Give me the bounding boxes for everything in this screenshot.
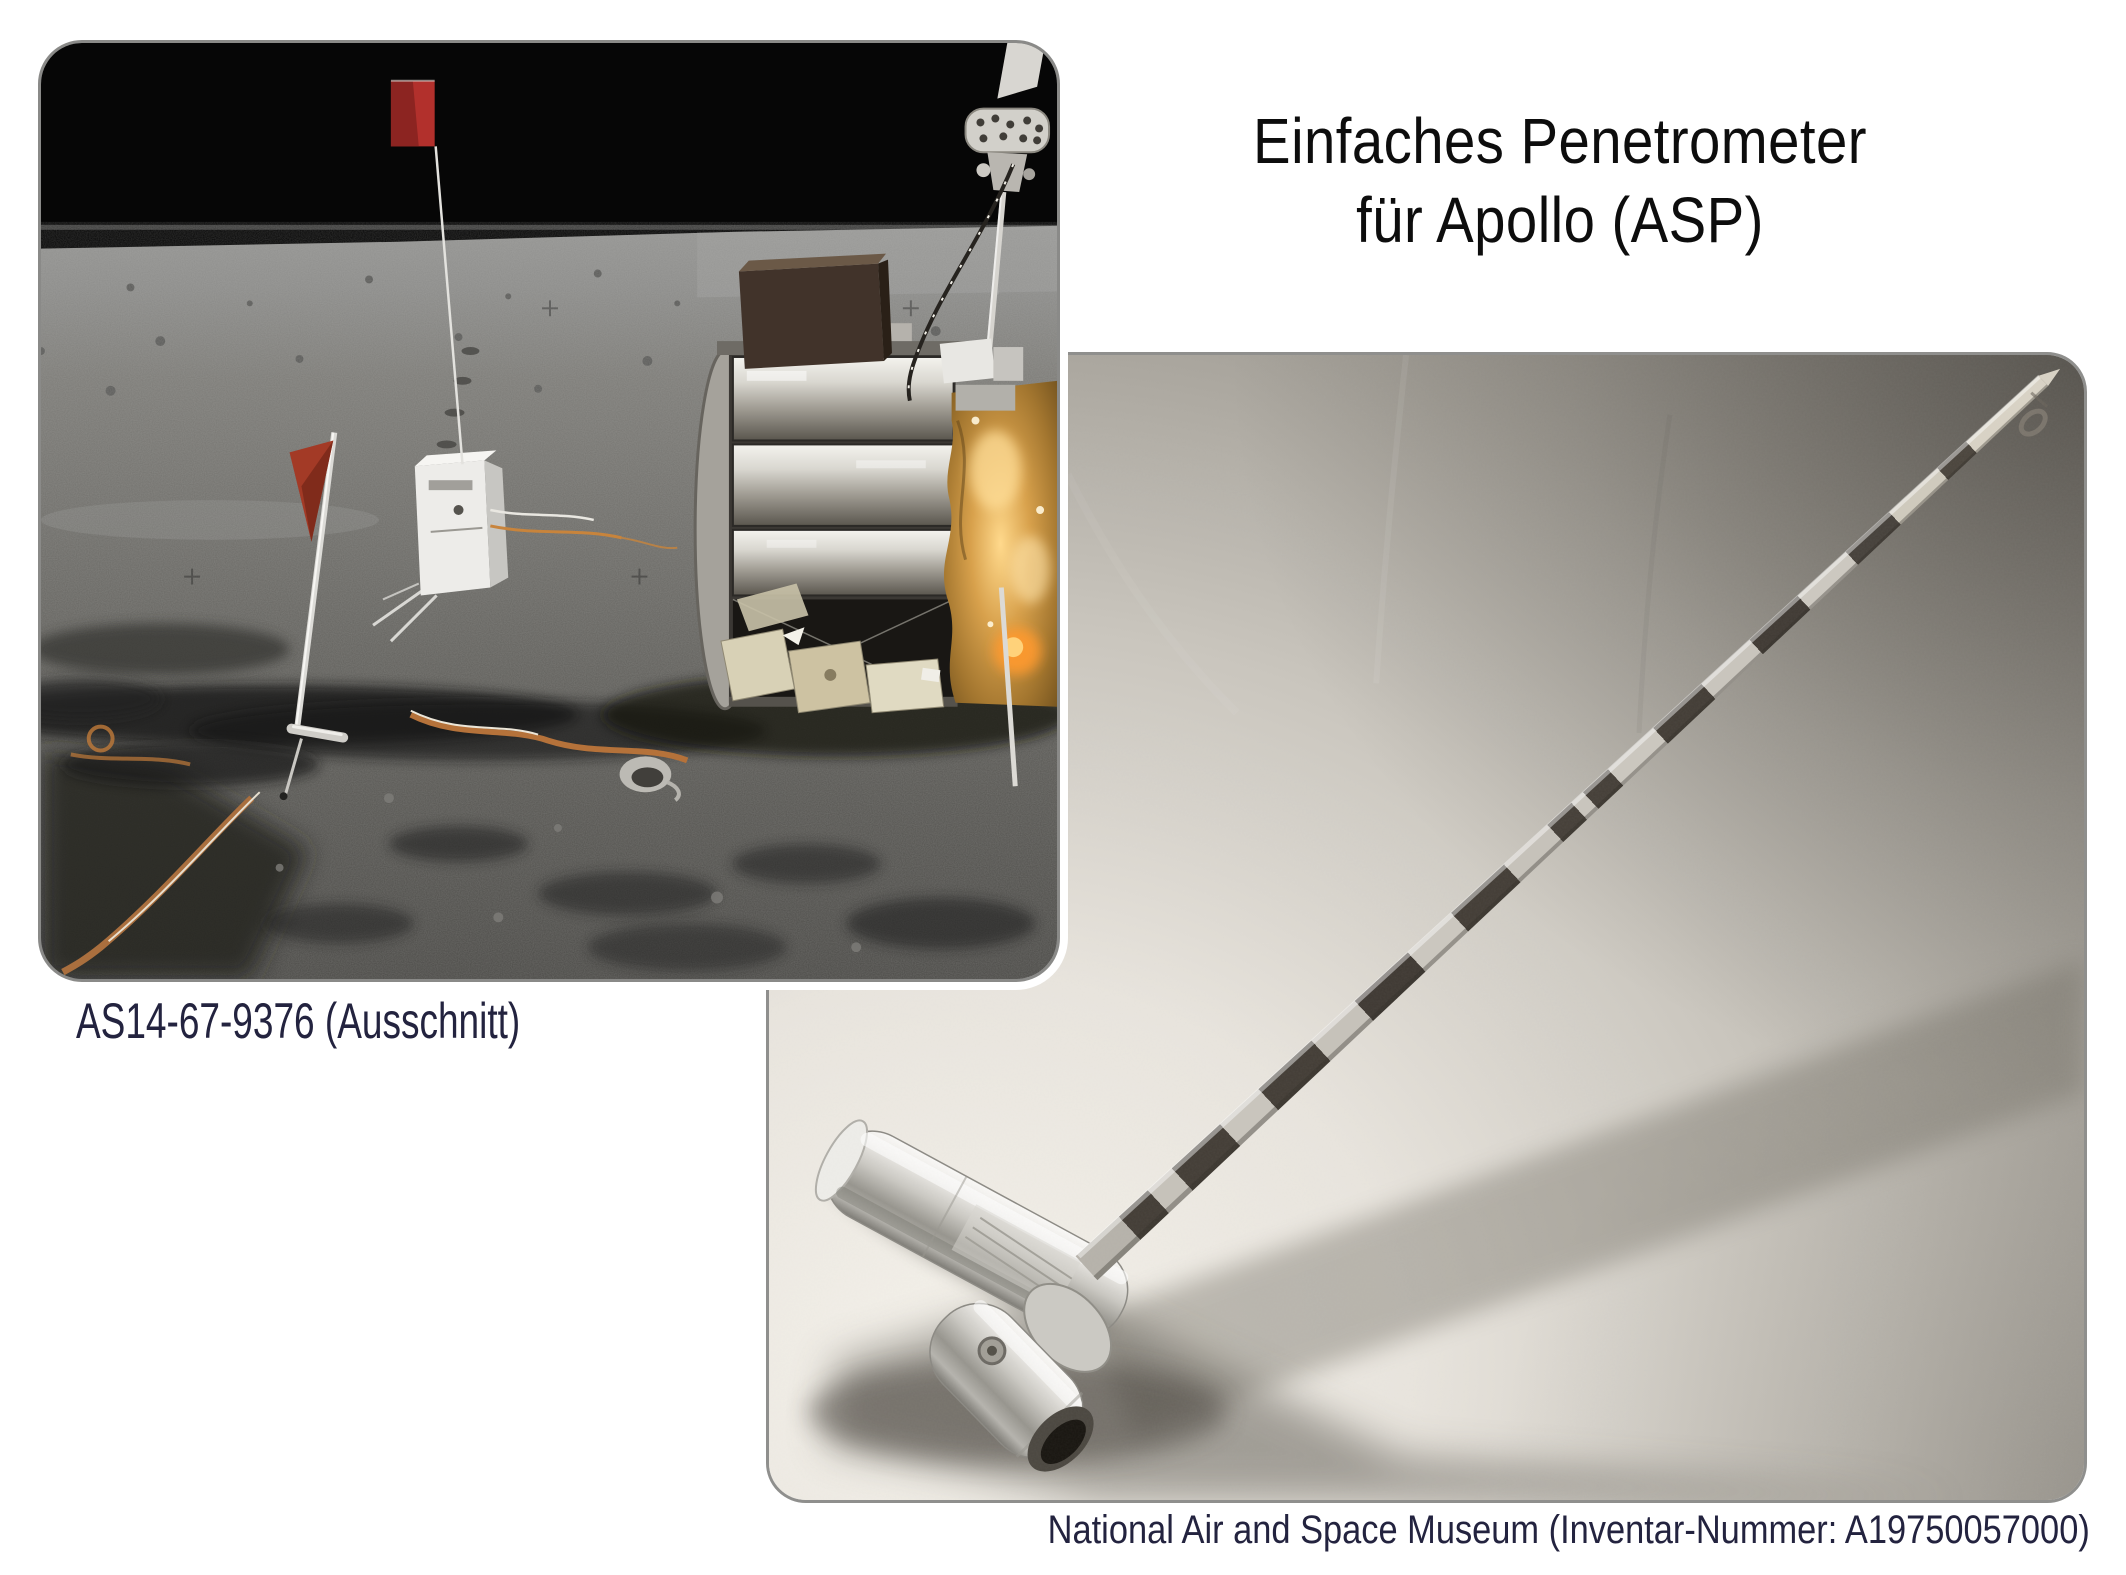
gold-foil-insulation bbox=[944, 381, 1057, 707]
lunar-photo-caption: AS14-67-9376 (Ausschnitt) bbox=[76, 993, 521, 1049]
title-line-2: für Apollo (ASP) bbox=[1356, 184, 1764, 256]
slide-title bbox=[1076, 102, 2044, 260]
lunar-surface-photo bbox=[38, 40, 1060, 982]
brown-equipment-box bbox=[739, 254, 892, 369]
museum-photo-caption: National Air and Space Museum (Inventar-Nummer: A19750057000) bbox=[1047, 1508, 2090, 1552]
title-line-1: Einfaches Penetrometer bbox=[1253, 105, 1867, 177]
lunar-surface-image bbox=[41, 43, 1057, 979]
